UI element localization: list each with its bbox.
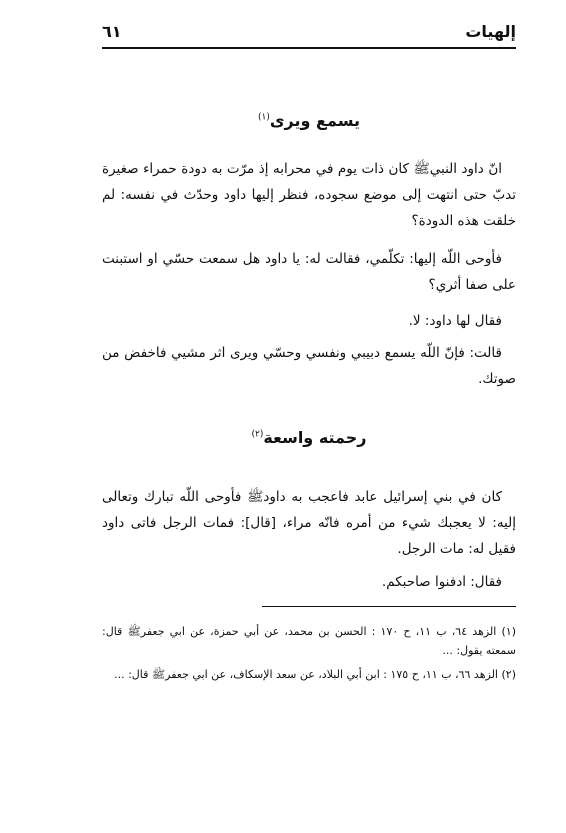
paragraph: فقال: ادفنوا صاحبكم. [381,574,502,590]
footnote-separator [262,606,516,607]
header-title: إلهيات [465,22,516,41]
paragraph: فأوحى اللّه إليها: تكلّمي، فقالت له: يا داود هل سمعت حسّي او استبنت على صفا أثري؟ [102,251,516,293]
section-heading-1-text: يسمع ويرى [269,111,360,130]
paragraph: قالت: فإنّ اللّه يسمع دبيبي ونفسي وحسّي ويرى اثر مشيي فاخفض من صوتك. [102,345,516,387]
header-rule [102,47,516,49]
section-heading-2 [102,428,516,447]
running-header [102,22,516,50]
section-heading-1 [102,111,516,130]
paragraph: انّ داود النبيﷺ كان ذات يوم في محرابه إذ مرّت به دودة حمراء صغيرة تدبّ حتى انتهت إلى موضع سجوده، فنظر إليها داود وحدّث في نفسه: لم خلقت هذه الدودة؟ [102,161,516,229]
paragraph: فقال لها داود: لا. [408,313,502,329]
footnote-ref-2: (٢) [251,429,264,440]
paragraph: كان في بني إسرائيل عابد فاعجب به داودﷺ فأوحى اللّه تبارك وتعالى إليه: لا يعجبك شيء من أمره فانّه مراء، [قال]: فمات الرجل فاتى داود فقيل له: مات الرجل. [102,489,516,557]
footnote: (٢) الزهد ٦٦، ب ١١، ح ١٧٥ : ابن أبي البلاد، عن سعد الإسكاف، عن ابي جعفرﷺ قال: ... [114,668,516,681]
section-heading-2-text: رحمته واسعة [263,428,367,447]
footnote-ref-1: (١) [258,112,270,123]
page-number: ٦١ [102,22,122,41]
footnote: (١) الزهد ٦٤، ب ١١، ح ١٧٠ : الحسن بن محمد، عن أبي حمزة، عن ابي جعفرﷺ قال: سمعته يقول: ... [102,625,516,657]
